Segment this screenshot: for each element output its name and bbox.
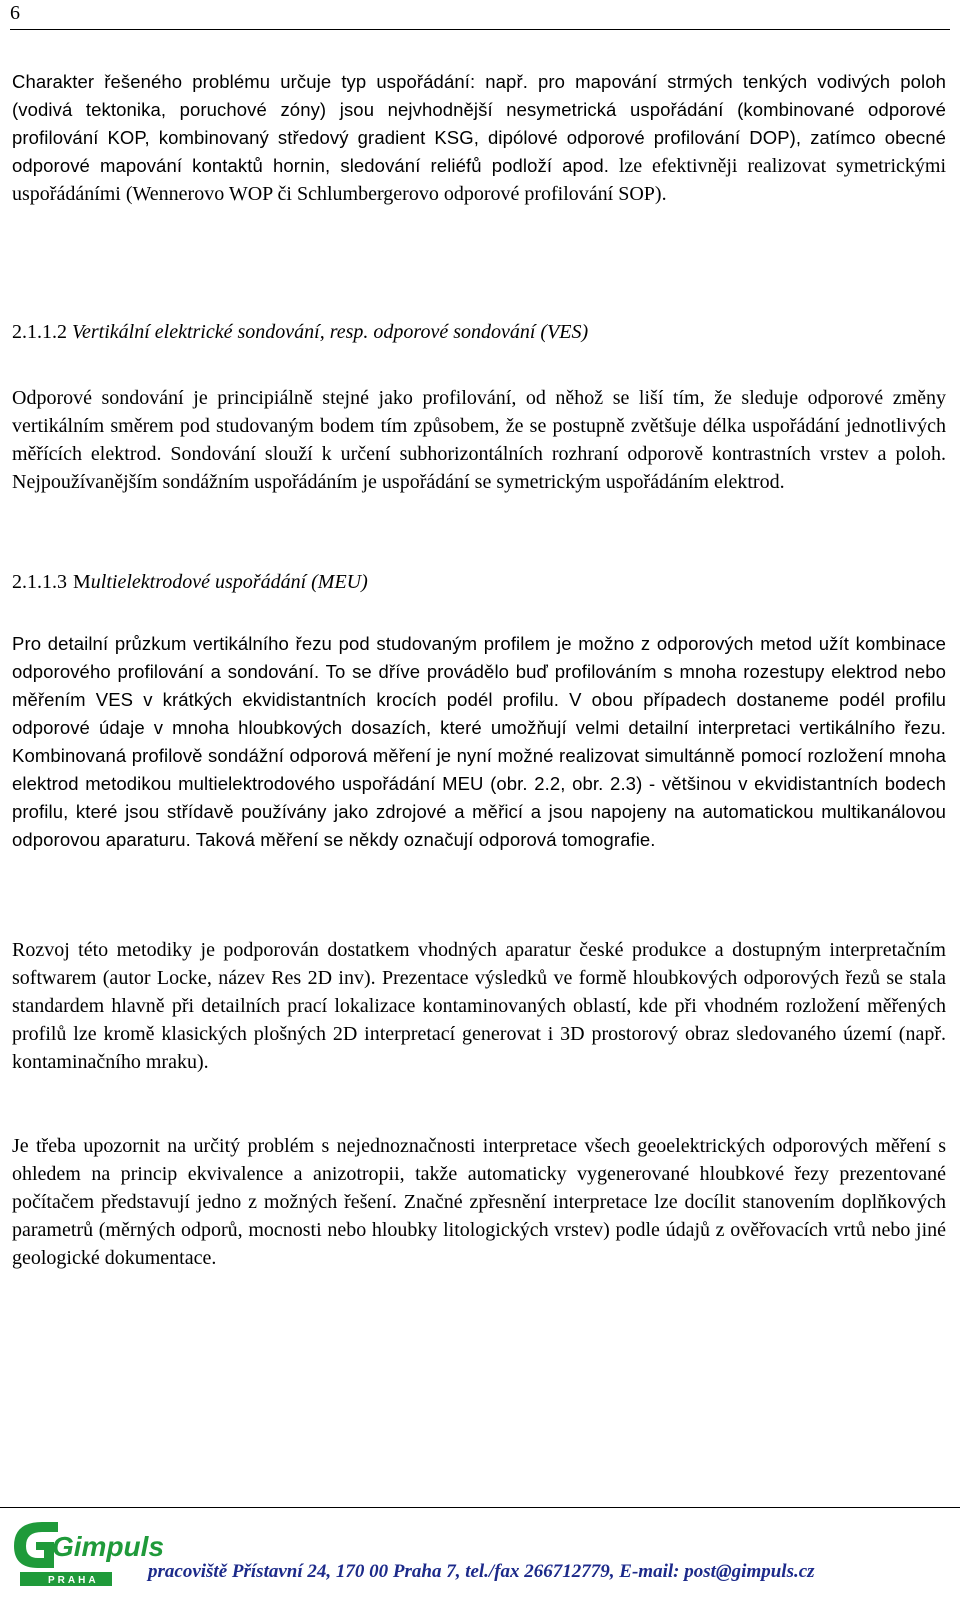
paragraph-development: Rozvoj této metodiky je podporován dostatkem vhodných aparatur české produkce a dostupným interpretačním softwarem (autor Locke, název Res 2D inv). Prezentace výsledků ve formě hloubkových odporových řezů se stala standardem hlavně při detailních prací lokalizace kontaminovaných oblastí, kde při vhodném rozložení měřených profilů lze kromě klasických plošných 2D interpretací generovat i 3D prostorový obraz sledovaného území (např. kontaminačního mraku). [12,939,946,1073]
paragraph-meu: Pro detailní průzkum vertikálního řezu pod studovaným profilem je možno z odporových metod užít kombinace odporového profilování a sondování. To se dříve provádělo buď profilováním s mnoha rozestupy elektrod nebo měřením VES v krátkých ekvidistantních krocích podél profilu. V obou případech dostaneme podél profilu odporové údaje v mnoha hloubkových dosazích, které umožňují velmi detailní interpretaci vertikálního řezu. Kombinovaná profilově sondážní odporová měření je nyní možné realizovat simultánně pomocí rozložení mnoha elektrod metodikou multielektrodového uspořádání MEU (obr. 2.2, obr. 2.3) - většinou v ekvidistantních bodech profilu, které jsou střídavě používány jako zdrojové a měřicí a jsou napojeny na automatickou multikanálovou odporovou aparaturu. Taková měření se někdy označují odporová tomografie. [12,633,946,850]
page-number: 6 [10,2,20,24]
paragraph-ambiguity: Je třeba upozornit na určitý problém s nejednoznačnosti interpretace všech geoelektrických odporových měření s ohledem na princip ekvivalence a anizotropii, takže automaticky vygenerované hloubkové řezy prezentované počítačem představují jedno z možných řešení. Značné zpřesnění interpretace lze docílit stanovením doplňkových parametrů (měrných odporů, mocnosti nebo hloubky litologických vrstev) podle údajů z ověřovacích vrtů nebo jiné geologické dokumentace. [12,1135,946,1269]
gimpuls-logo [8,1512,165,1592]
section-heading-meu [12,568,368,596]
logo-wordmark: Gimpuls [52,1531,165,1562]
footer-address: pracoviště Přístavní 24, 170 00 Praha 7, tel./fax 266712779, E-mail: post@gimpuls.cz [148,1561,815,1582]
footer-rule [0,1507,960,1508]
header-rule [10,29,950,30]
section-title-meu: ultielektrodové uspořádání (MEU) [90,571,368,593]
paragraph-intro [12,68,946,208]
section-title-meu-lead: M [73,571,91,593]
section-number-ves: 2.1.1.2 [12,321,67,343]
paragraph-ves: Odporové sondování je principiálně stejné jako profilování, od něhož se liší tím, že sleduje odporové změny vertikálním směrem pod studovaným bodem tím způsobem, že se postupně zvětšuje délka uspořádání jednotlivých měřících elektrod. Sondování slouží k určení subhorizontálních rozhraní odporově kontrastních vrstev a poloh. Nejpoužívanějším sondážním uspořádáním je uspořádání se symetrickým uspořádáním elektrod. [12,387,946,493]
paragraph-intro-sans: Charakter řešeného problému určuje typ uspořádání: např. pro mapování strmých tenkých vodivých poloh (vodivá tektonika, poruchové zóny) jsou nejvhodnější nesymetrická uspořádání (kombinované odporové profilování KOP, kombinovaný středový gradient KSG, dipólové odporové profilování DOP), zatímco obecné odporové mapování kontaktů hornin, sledování reliéfů podloží apod. [12,71,946,176]
section-heading-ves [12,318,588,346]
paragraph-intro-serif: lze efektivněji realizovat symetrickými uspořádáními (Wennerovo WOP či Schlumbergerovo odporové profilování SOP). [12,155,947,205]
logo-subtext: PRAHA [48,1575,99,1586]
section-number-meu: 2.1.1.3 [12,571,67,593]
section-title-ves: Vertikální elektrické sondování, resp. odporové sondování (VES) [72,321,589,343]
